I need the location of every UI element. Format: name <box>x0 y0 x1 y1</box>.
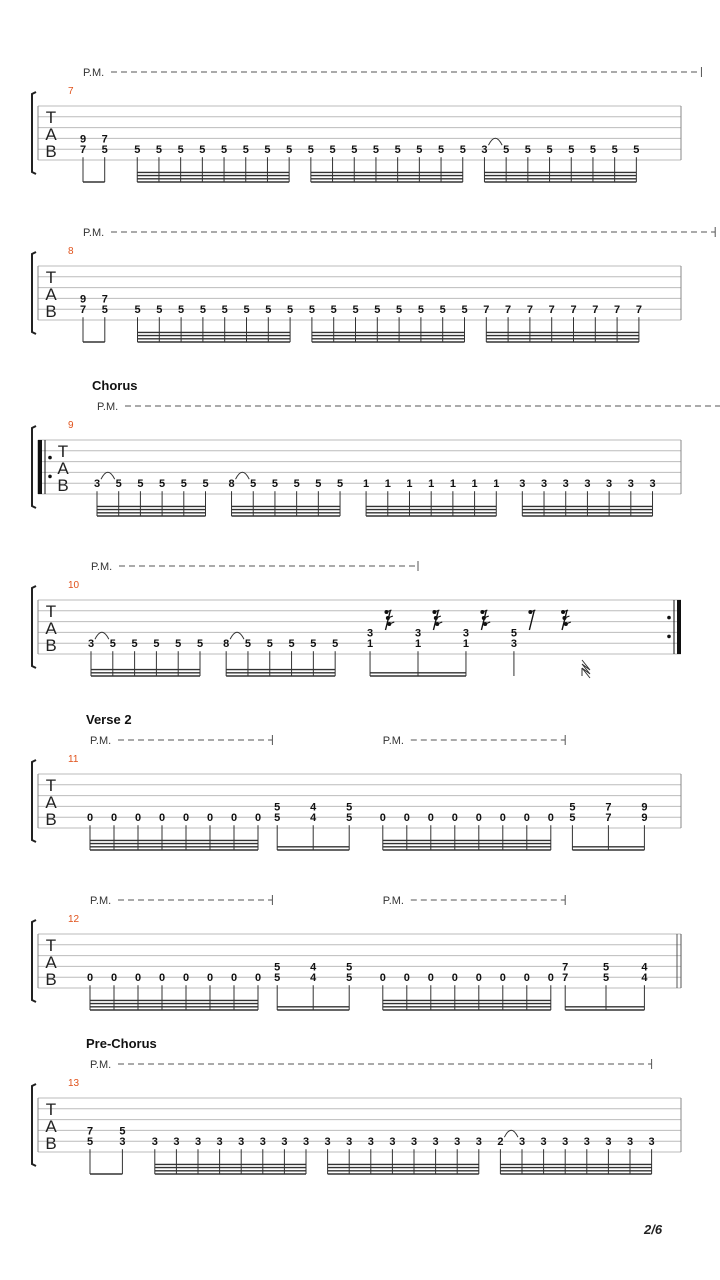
fret-number: 5 <box>220 144 228 157</box>
fret-number: 9 <box>79 293 87 306</box>
fret-number: 5 <box>569 812 576 825</box>
fret-number: 3 <box>216 1136 223 1149</box>
fret-number: 5 <box>351 144 358 157</box>
rest-icon <box>528 610 535 630</box>
fret-number: 1 <box>493 478 500 491</box>
fret-number: 0 <box>86 812 94 825</box>
fret-number: 5 <box>287 304 294 317</box>
tab-clef-a: A <box>45 285 57 304</box>
tab-clef-b: B <box>45 142 57 161</box>
fret-number: 7 <box>483 304 490 317</box>
fret-number: 0 <box>547 812 554 825</box>
fret-number: 5 <box>330 304 337 317</box>
fret-number: 5 <box>308 304 315 317</box>
section-heading: Chorus <box>92 378 138 393</box>
fret-number: 5 <box>109 638 116 651</box>
fret-number: 7 <box>79 304 87 317</box>
fret-number: 0 <box>230 812 238 825</box>
fret-number: 3 <box>605 1136 612 1149</box>
repeat-dot <box>667 616 671 620</box>
fret-number: 5 <box>416 144 423 157</box>
fret-number: 3 <box>151 1136 158 1149</box>
fret-number: 5 <box>394 144 401 157</box>
fret-number: 5 <box>346 972 353 985</box>
section-heading: Verse 2 <box>86 712 132 727</box>
fret-number: 5 <box>156 304 163 317</box>
fret-number: 5 <box>374 304 381 317</box>
fret-number: 3 <box>540 1136 547 1149</box>
fret-number: 3 <box>238 1136 245 1149</box>
fret-number: 8 <box>228 478 235 491</box>
fret-number: 1 <box>471 478 478 491</box>
fret-number: 7 <box>526 304 533 317</box>
system-bracket <box>32 586 36 668</box>
fret-number: 5 <box>346 961 353 974</box>
fret-number: 4 <box>310 801 317 814</box>
fret-number: 3 <box>481 144 488 157</box>
tab-clef-a: A <box>45 619 57 638</box>
fret-number: 0 <box>182 972 190 985</box>
rest-icon <box>480 610 490 630</box>
bar-number: 7 <box>68 86 74 97</box>
tab-clef-t: T <box>45 602 57 621</box>
fret-number: 7 <box>562 972 569 985</box>
fret-number: 3 <box>540 478 548 491</box>
bar-number: 9 <box>68 420 74 431</box>
fret-number: 0 <box>451 972 458 985</box>
fret-number: 7 <box>605 812 612 825</box>
fret-number: 1 <box>462 638 470 651</box>
fret-number: 3 <box>173 1136 180 1149</box>
fret-number: 0 <box>379 812 386 825</box>
tab-clef-b: B <box>45 302 57 321</box>
fret-number: 5 <box>153 638 160 651</box>
fret-number: 7 <box>592 304 599 317</box>
fret-number: 3 <box>649 478 656 491</box>
fret-number: 5 <box>243 304 250 317</box>
repeat-start-thick <box>38 440 42 494</box>
fret-number: 3 <box>324 1136 331 1149</box>
fret-number: 5 <box>286 144 293 157</box>
system-bar-13 <box>32 1036 681 1174</box>
fret-number: 7 <box>548 304 555 317</box>
fret-number: 4 <box>310 961 317 974</box>
fret-number: 5 <box>315 478 322 491</box>
fret-number: 5 <box>307 144 314 157</box>
fret-number: 0 <box>254 812 262 825</box>
fret-number: 5 <box>274 801 281 814</box>
fret-number: 5 <box>101 144 108 157</box>
fret-number: 5 <box>199 304 206 317</box>
tab-clef-t: T <box>45 936 57 955</box>
fret-number: 5 <box>178 304 185 317</box>
fret-number: 5 <box>271 478 279 491</box>
tab-clef-t: T <box>57 442 69 461</box>
fret-number: 3 <box>519 478 526 491</box>
fret-number: 0 <box>427 812 434 825</box>
fret-number: 5 <box>250 478 257 491</box>
fret-number: 3 <box>562 478 569 491</box>
system-bar-10 <box>32 561 681 676</box>
palm-mute-label: P.M. <box>91 561 113 573</box>
fret-number: 4 <box>310 972 317 985</box>
fret-number: 0 <box>158 972 166 985</box>
bar-number: 12 <box>68 914 80 925</box>
palm-mute-label: P.M. <box>97 401 119 413</box>
bar-number: 11 <box>68 754 79 765</box>
fret-number: 5 <box>264 144 271 157</box>
palm-mute-label: P.M. <box>83 67 105 79</box>
fret-number: 5 <box>372 144 380 157</box>
rest-icon <box>384 610 394 630</box>
fret-number: 0 <box>134 812 142 825</box>
fret-number: 5 <box>510 627 517 640</box>
fret-number: 3 <box>366 627 374 640</box>
fret-number: 5 <box>602 972 610 985</box>
fret-number: 1 <box>428 478 435 491</box>
fret-number: 7 <box>79 144 87 157</box>
fret-number: 7 <box>635 304 642 317</box>
fret-number: 7 <box>86 1125 94 1138</box>
fret-number: 5 <box>119 1125 126 1138</box>
fret-number: 3 <box>518 1136 526 1149</box>
system-bracket <box>32 92 36 174</box>
fret-number: 0 <box>499 972 506 985</box>
system-bracket <box>32 252 36 334</box>
fret-number: 1 <box>406 478 413 491</box>
fret-number: 0 <box>403 972 410 985</box>
fret-number: 3 <box>194 1136 202 1149</box>
fret-number: 5 <box>352 304 359 317</box>
fret-number: 5 <box>202 478 209 491</box>
fret-number: 5 <box>131 638 138 651</box>
fret-number: 0 <box>475 972 482 985</box>
system-bar-7 <box>32 67 701 182</box>
tab-clef-a: A <box>45 953 57 972</box>
slide-arc <box>95 632 109 639</box>
fret-number: 5 <box>137 478 144 491</box>
rest-icon <box>561 610 571 630</box>
fret-number: 0 <box>451 812 458 825</box>
fret-number: 5 <box>180 478 187 491</box>
fret-number: 5 <box>568 144 575 157</box>
fret-number: 7 <box>605 801 612 814</box>
fret-number: 3 <box>510 638 517 651</box>
fret-number: 5 <box>437 144 445 157</box>
system-bar-8 <box>32 227 715 342</box>
system-bracket <box>32 760 36 842</box>
fret-number: 3 <box>583 1136 590 1149</box>
fret-number: 0 <box>110 812 118 825</box>
fret-number: 5 <box>274 972 281 985</box>
fret-number: 5 <box>439 304 446 317</box>
fret-number: 5 <box>266 638 273 651</box>
tab-clef-t: T <box>45 1100 57 1119</box>
fret-number: 3 <box>454 1136 461 1149</box>
fret-number: 0 <box>158 812 166 825</box>
fret-number: 7 <box>570 304 577 317</box>
system-bracket <box>32 426 36 508</box>
tab-clef-t: T <box>45 268 57 287</box>
fret-number: 5 <box>346 801 353 814</box>
fret-number: 5 <box>196 638 204 651</box>
fret-number: 5 <box>177 144 184 157</box>
section-heading: Pre-Chorus <box>86 1036 157 1051</box>
tab-clef-b: B <box>45 1134 57 1153</box>
tab-clef-a: A <box>45 793 57 812</box>
fret-number: 0 <box>547 972 554 985</box>
fret-number: 0 <box>523 972 530 985</box>
slide-arc <box>488 138 502 145</box>
fret-number: 0 <box>403 812 410 825</box>
tab-clef-a: A <box>45 1117 57 1136</box>
repeat-end-thick <box>677 600 681 654</box>
bar-number: 13 <box>68 1078 80 1089</box>
fret-number: 3 <box>87 638 95 651</box>
fret-number: 0 <box>254 972 262 985</box>
fret-number: 0 <box>523 812 530 825</box>
fret-number: 1 <box>449 478 456 491</box>
fret-number: 5 <box>459 144 466 157</box>
fret-number: 5 <box>524 144 531 157</box>
fret-number: 3 <box>584 478 591 491</box>
flag-stroke <box>582 660 590 678</box>
fret-number: 5 <box>336 478 344 491</box>
fret-number: 3 <box>627 478 634 491</box>
fret-number: 5 <box>293 478 300 491</box>
fret-number: 5 <box>332 638 339 651</box>
fret-number: 5 <box>221 304 228 317</box>
tab-clef-a: A <box>45 125 57 144</box>
fret-number: 5 <box>86 1136 94 1149</box>
fret-number: 4 <box>641 961 648 974</box>
palm-mute-label: P.M. <box>382 735 405 747</box>
slide-arc <box>230 632 244 639</box>
fret-number: 2 <box>497 1136 504 1149</box>
rest-icon <box>432 610 442 630</box>
system-bar-11 <box>32 712 681 850</box>
fret-number: 7 <box>101 293 108 306</box>
fret-number: 5 <box>569 801 576 814</box>
repeat-dot <box>667 635 671 639</box>
fret-number: 3 <box>432 1136 439 1149</box>
fret-number: 3 <box>475 1136 482 1149</box>
fret-number: 5 <box>589 144 597 157</box>
fret-number: 5 <box>199 144 206 157</box>
fret-number: 3 <box>410 1136 418 1149</box>
fret-number: 5 <box>417 304 424 317</box>
fret-number: 0 <box>230 972 238 985</box>
fret-number: 3 <box>562 1136 569 1149</box>
fret-number: 5 <box>175 638 182 651</box>
fret-number: 5 <box>242 144 249 157</box>
fret-number: 0 <box>206 972 214 985</box>
fret-number: 3 <box>119 1136 126 1149</box>
fret-number: 5 <box>155 144 163 157</box>
fret-number: 1 <box>363 478 370 491</box>
fret-number: 0 <box>110 972 118 985</box>
fret-number: 1 <box>366 638 374 651</box>
tab-clef-t: T <box>45 108 57 127</box>
palm-mute-label: P.M. <box>382 895 405 907</box>
fret-number: 3 <box>389 1136 396 1149</box>
fret-number: 3 <box>626 1136 634 1149</box>
slide-arc <box>504 1130 518 1137</box>
fret-number: 3 <box>367 1136 374 1149</box>
fret-number: 5 <box>101 304 108 317</box>
slide-arc <box>101 472 115 479</box>
fret-number: 4 <box>310 812 317 825</box>
fret-number: 3 <box>281 1136 288 1149</box>
system-bracket <box>32 920 36 1002</box>
fret-number: 1 <box>414 638 422 651</box>
fret-number: 1 <box>384 478 391 491</box>
fret-number: 8 <box>223 638 230 651</box>
fret-number: 9 <box>641 812 648 825</box>
system-bracket <box>32 1084 36 1166</box>
fret-number: 5 <box>288 638 295 651</box>
palm-mute-label: P.M. <box>90 1059 112 1071</box>
fret-number: 4 <box>641 972 648 985</box>
system-bar-12 <box>32 895 681 1010</box>
fret-number: 5 <box>461 304 468 317</box>
fret-number: 5 <box>611 144 618 157</box>
palm-mute-label: P.M. <box>83 227 105 239</box>
repeat-dot <box>48 475 52 479</box>
fret-number: 0 <box>86 972 94 985</box>
palm-mute-label: P.M. <box>90 895 112 907</box>
fret-number: 5 <box>265 304 272 317</box>
fret-number: 3 <box>302 1136 310 1149</box>
fret-number: 7 <box>562 961 569 974</box>
fret-number: 5 <box>134 304 141 317</box>
fret-number: 5 <box>274 961 281 974</box>
fret-number: 5 <box>346 812 353 825</box>
fret-number: 5 <box>134 144 141 157</box>
repeat-dot <box>48 456 52 460</box>
fret-number: 9 <box>641 801 648 814</box>
fret-number: 5 <box>602 961 610 974</box>
tab-clef-b: B <box>45 970 57 989</box>
fret-number: 0 <box>134 972 142 985</box>
fret-number: 5 <box>159 478 166 491</box>
fret-number: 3 <box>606 478 613 491</box>
fret-number: 9 <box>79 133 87 146</box>
fret-number: 7 <box>505 304 512 317</box>
page-number: 2/6 <box>644 1222 663 1237</box>
fret-number: 5 <box>274 812 281 825</box>
tab-clef-t: T <box>45 776 57 795</box>
slide-arc <box>236 472 250 479</box>
palm-mute-label: P.M. <box>90 735 112 747</box>
fret-number: 5 <box>633 144 640 157</box>
tab-clef-b: B <box>45 810 57 829</box>
fret-number: 3 <box>648 1136 655 1149</box>
fret-number: 3 <box>259 1136 266 1149</box>
fret-number: 3 <box>346 1136 353 1149</box>
tab-clef-a: A <box>57 459 69 478</box>
fret-number: 7 <box>614 304 621 317</box>
fret-number: 3 <box>414 627 422 640</box>
fret-number: 5 <box>396 304 403 317</box>
system-bar-9 <box>32 378 720 516</box>
tab-clef-b: B <box>57 476 69 495</box>
tab-clef-b: B <box>45 636 57 655</box>
fret-number: 5 <box>115 478 122 491</box>
fret-number: 7 <box>101 133 108 146</box>
fret-number: 5 <box>503 144 510 157</box>
fret-number: 5 <box>329 144 336 157</box>
fret-number: 0 <box>475 812 482 825</box>
bar-number: 8 <box>68 246 74 257</box>
fret-number: 3 <box>462 627 470 640</box>
fret-number: 5 <box>244 638 252 651</box>
fret-number: 0 <box>379 972 386 985</box>
fret-number: 5 <box>546 144 553 157</box>
bar-number: 10 <box>68 580 80 591</box>
fret-number: 3 <box>93 478 101 491</box>
fret-number: 0 <box>182 812 190 825</box>
chord-flag-icon <box>582 660 590 678</box>
fret-number: 0 <box>427 972 434 985</box>
fret-number: 0 <box>499 812 506 825</box>
fret-number: 5 <box>310 638 317 651</box>
fret-number: 0 <box>206 812 214 825</box>
